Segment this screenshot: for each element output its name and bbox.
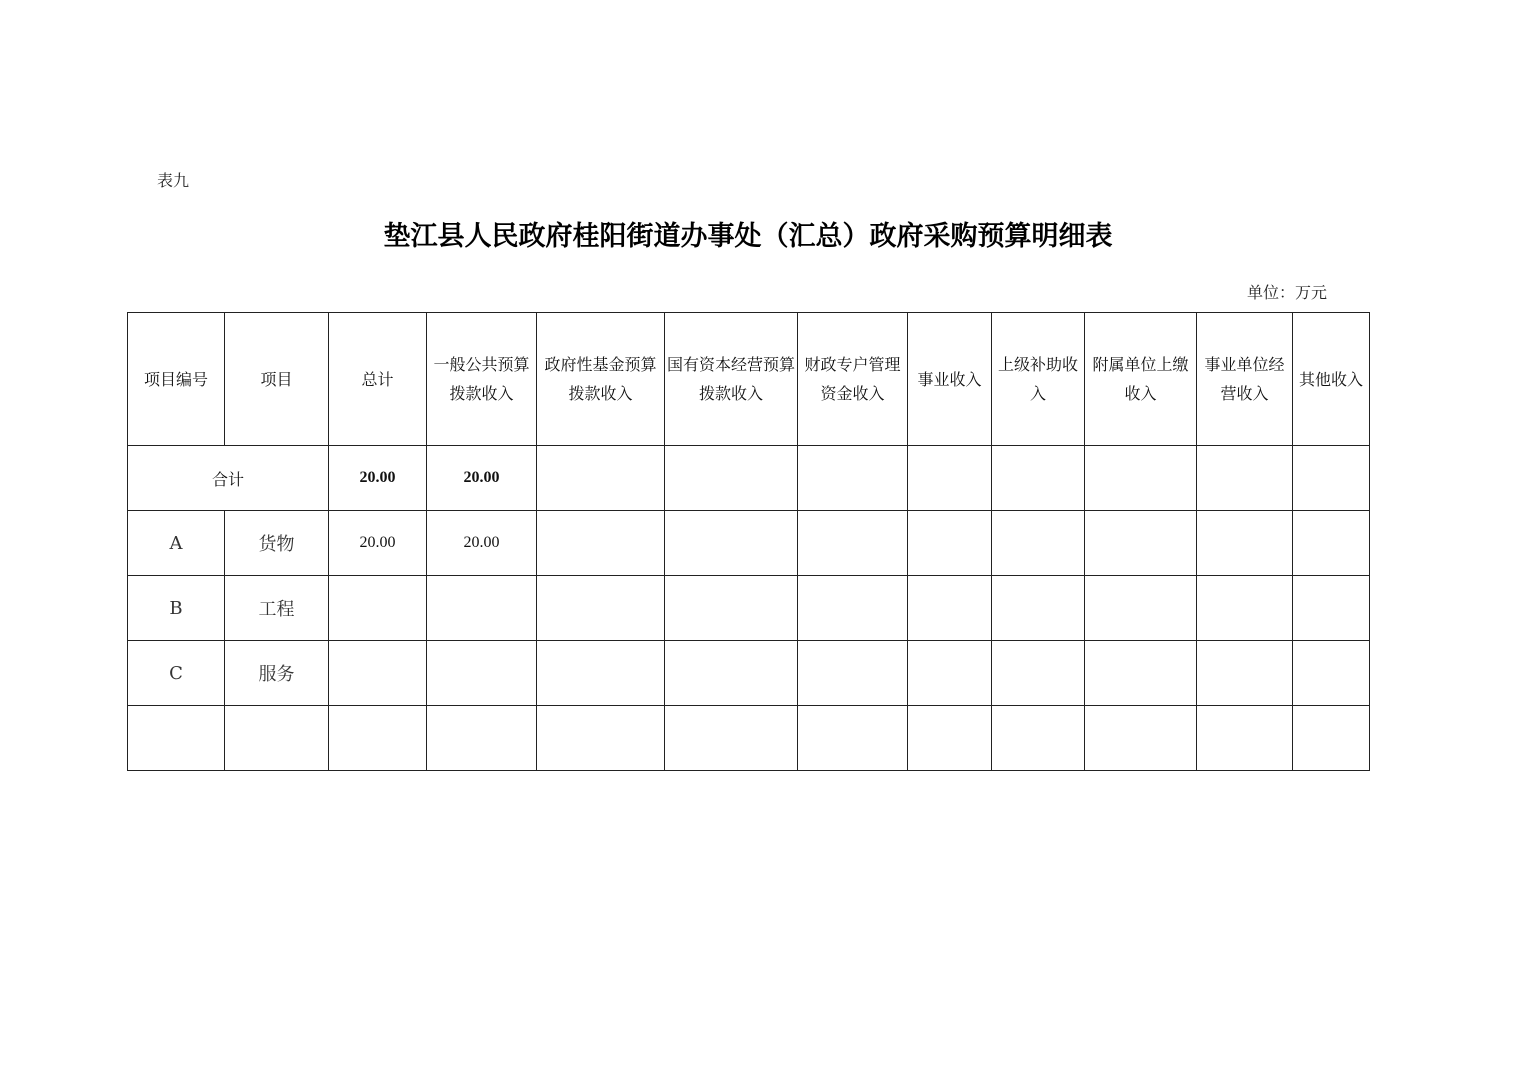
row-item: 服务 [225,641,329,706]
table-cell [427,576,537,641]
table-cell [329,576,427,641]
table-cell [1085,511,1197,576]
table-row [128,576,1370,641]
table-cell [992,706,1085,771]
table-cell [992,576,1085,641]
table-cell [798,706,908,771]
table-cell [1085,706,1197,771]
table-cell [665,641,798,706]
row-code: C [128,641,225,706]
total-cell: 20.00 [427,446,537,511]
table-cell [1293,576,1370,641]
table-cell [992,511,1085,576]
header-cell: 其他收入 [1293,313,1370,446]
table-cell [1197,576,1293,641]
header-cell: 上级补助收入 [992,313,1085,446]
table-cell [908,576,992,641]
table-cell [665,706,798,771]
total-row [128,446,1370,511]
table-label: 表九 [157,171,190,190]
row-item: 货物 [225,511,329,576]
total-cell [1293,446,1370,511]
total-cell: 20.00 [329,446,427,511]
table-cell [665,511,798,576]
header-cell: 国有资本经营预算拨款收入 [665,313,798,446]
header-cell: 附属单位上缴收入 [1085,313,1197,446]
row-item: 工程 [225,576,329,641]
row-code: B [128,576,225,641]
table-cell [798,641,908,706]
table-cell [537,706,665,771]
table-cell [992,641,1085,706]
header-cell: 财政专户管理资金收入 [798,313,908,446]
header-cell: 事业单位经营收入 [1197,313,1293,446]
header-cell: 一般公共预算拨款收入 [427,313,537,446]
row-item [225,706,329,771]
table-cell [1085,576,1197,641]
table-cell [1197,641,1293,706]
table-cell [665,576,798,641]
table-row [128,641,1370,706]
procurement-budget-table [127,312,1370,771]
total-cell [665,446,798,511]
header-row [128,313,1370,446]
header-cell: 总计 [329,313,427,446]
header-cell: 项目编号 [128,313,225,446]
table-cell [908,706,992,771]
table-row [128,511,1370,576]
table-cell [1293,511,1370,576]
table-cell [537,641,665,706]
total-cell [1197,446,1293,511]
table-cell [427,706,537,771]
table-cell [329,706,427,771]
table-cell [1197,706,1293,771]
total-cell [908,446,992,511]
table-cell [537,511,665,576]
unit-label: 单位：万元 [1246,283,1327,302]
table-cell [329,641,427,706]
table-cell: 20.00 [427,511,537,576]
table-cell [1197,511,1293,576]
total-cell [1085,446,1197,511]
header-cell: 政府性基金预算拨款收入 [537,313,665,446]
total-cell [537,446,665,511]
table-row [128,706,1370,771]
table-cell [908,641,992,706]
document-title: 垫江县人民政府桂阳街道办事处（汇总）政府采购预算明细表 [383,221,1113,252]
table-cell [798,576,908,641]
total-cell [992,446,1085,511]
table-cell [1085,641,1197,706]
row-code [128,706,225,771]
total-label: 合计 [128,446,329,511]
total-cell [798,446,908,511]
header-cell: 项目 [225,313,329,446]
table-cell [908,511,992,576]
table-cell [798,511,908,576]
table-cell [1293,641,1370,706]
table-cell [1293,706,1370,771]
row-code: A [128,511,225,576]
table-cell [537,576,665,641]
table-cell: 20.00 [329,511,427,576]
header-cell: 事业收入 [908,313,992,446]
table-cell [427,641,537,706]
